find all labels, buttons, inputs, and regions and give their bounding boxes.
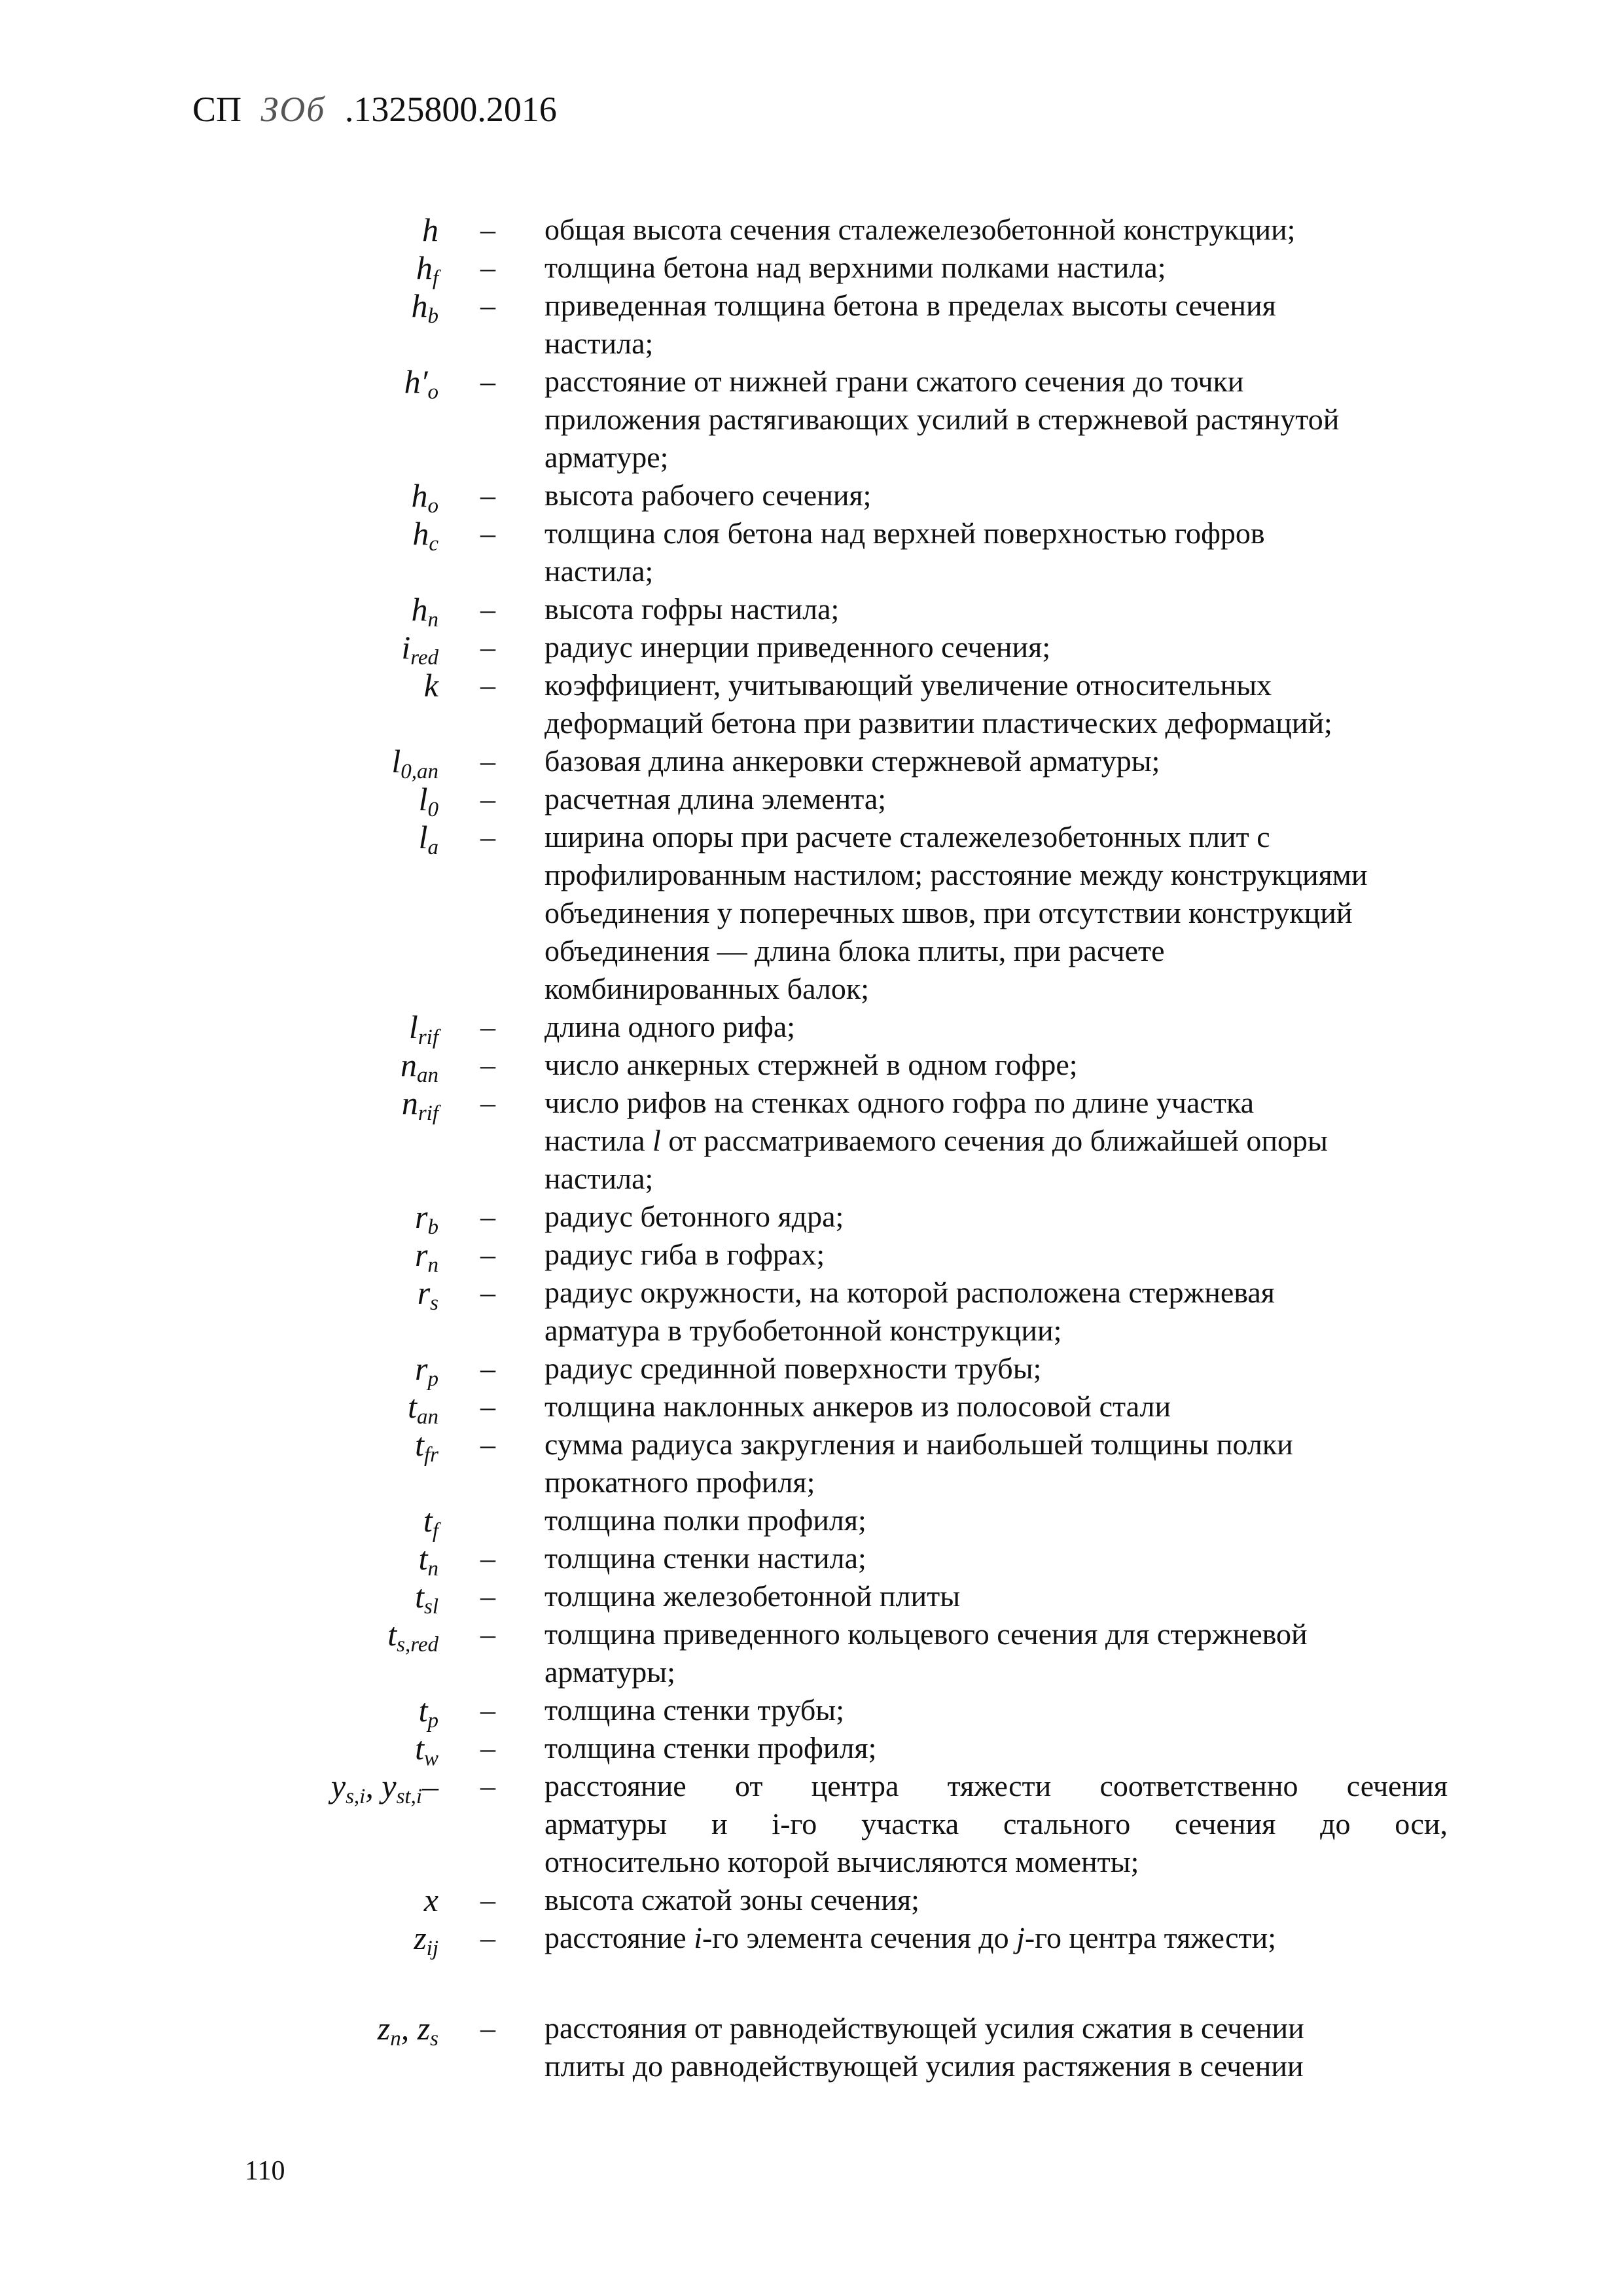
definition-line — [544, 590, 1448, 628]
definition-line — [544, 1122, 1448, 1160]
symbol-base: k — [423, 667, 438, 704]
symbol — [424, 666, 438, 704]
symbol-base: i — [401, 629, 411, 666]
symbol-base: r — [415, 1350, 428, 1387]
definition-line — [544, 1350, 1448, 1388]
text-segment: приведенная толщина бетона в пределах высоты сечения — [544, 289, 1276, 322]
text-segment: арматуре; — [544, 440, 669, 474]
symbol — [411, 590, 439, 632]
text-segment: толщина стенки настила; — [544, 1541, 866, 1575]
definition-entry — [0, 1881, 1623, 1920]
symbol — [411, 287, 439, 329]
symbol-subscript: ij — [426, 1937, 438, 1961]
symbol-base: h — [422, 211, 438, 248]
symbol-base: l — [418, 781, 428, 817]
text-segment: базовая длина анкеровки стержневой арматуры; — [544, 744, 1160, 778]
dash: – — [480, 1693, 495, 1727]
definition-line — [544, 894, 1448, 932]
definition-entry — [0, 818, 1623, 1005]
symbol-base: r — [415, 1198, 428, 1235]
dash: – — [480, 820, 495, 853]
text-segment: комбинированных балок; — [544, 972, 869, 1005]
text-segment: радиус инерции приведенного сечения; — [544, 630, 1051, 664]
symbol — [401, 1046, 438, 1088]
definition-entry — [0, 1767, 1623, 1878]
text-segment: коэффициент, учитывающий увеличение относительных — [544, 668, 1272, 702]
definition-line — [544, 780, 1448, 818]
definition-entry — [0, 1046, 1623, 1088]
symbol-base: l — [391, 743, 401, 780]
definition-entry — [0, 1729, 1623, 1771]
definition-line — [544, 818, 1448, 856]
text-segment: расчетная длина элемента; — [544, 782, 887, 816]
definition-line — [544, 1046, 1448, 1084]
definition-line — [544, 1805, 1448, 1843]
symbol-subscript: b — [427, 304, 438, 329]
definition-entry — [0, 363, 1623, 474]
symbol — [408, 1008, 438, 1050]
text-segment: радиус бетонного ядра; — [544, 1200, 844, 1233]
symbol-base: l — [408, 1009, 418, 1045]
symbol — [422, 211, 438, 249]
definition-entry — [0, 2009, 1623, 2083]
text-segment: толщина слоя бетона над верхней поверхностью гофров — [544, 516, 1265, 550]
text-segment: высота сжатой зоны сечения; — [544, 1883, 919, 1916]
symbol — [401, 628, 438, 670]
definition-text — [544, 1615, 1448, 1691]
definition-text — [544, 1198, 1448, 1236]
header-prefix: СП — [192, 90, 242, 129]
definition-text — [544, 1426, 1448, 1501]
definition-line — [544, 211, 1448, 249]
definition-text — [544, 1236, 1448, 1274]
dash: – — [480, 1579, 495, 1613]
text-segment: общая высота сечения сталежелезобетонной конструкции; — [544, 213, 1296, 246]
definition-text — [544, 1008, 1448, 1046]
definition-line — [544, 666, 1448, 704]
definition-text — [544, 1691, 1448, 1729]
definition-text — [544, 1388, 1448, 1426]
symbol-base: – — [422, 1768, 438, 1804]
inline-variable: j — [1016, 1921, 1025, 1954]
text-segment: число анкерных стержней в одном гофре; — [544, 1048, 1078, 1081]
definition-entry — [0, 1691, 1623, 1731]
symbol-subscript: p — [427, 1709, 438, 1733]
symbol — [415, 1350, 438, 1391]
symbol-subscript: an — [417, 1064, 438, 1088]
symbol-base: t — [418, 1540, 428, 1577]
definition-text — [544, 1084, 1448, 1198]
text-segment: -го элемента сечения до — [702, 1921, 1017, 1954]
definition-entry — [0, 590, 1623, 630]
text-segment: толщина стенки профиля; — [544, 1731, 877, 1765]
definition-entry — [0, 666, 1623, 740]
definition-text — [544, 1046, 1448, 1084]
dash: – — [480, 1617, 495, 1651]
dash: – — [480, 1086, 495, 1119]
dash: – — [480, 289, 495, 322]
symbol — [414, 1919, 438, 1961]
definition-line — [544, 1615, 1448, 1653]
inline-variable: i — [694, 1921, 702, 1954]
symbol — [418, 1539, 438, 1581]
definition-text — [544, 211, 1448, 249]
symbol-base: n — [401, 1085, 418, 1121]
definition-entry — [0, 1198, 1623, 1240]
definition-line — [544, 1843, 1448, 1881]
definition-entry — [0, 742, 1623, 784]
symbol-base: z — [417, 2010, 431, 2047]
definition-text — [544, 780, 1448, 818]
text-segment: арматура в трубобетонной конструкции; — [544, 1314, 1062, 1347]
symbol — [330, 1767, 438, 1809]
text-segment: объединения у поперечных швов, при отсутствии конструкций — [544, 896, 1353, 929]
symbol — [417, 1274, 438, 1316]
dash: – — [480, 213, 495, 246]
dash: – — [480, 782, 495, 816]
symbol-base: t — [423, 1502, 433, 1539]
dash: – — [480, 630, 495, 664]
definition-text — [544, 2009, 1448, 2085]
text-segment: толщина железобетонной плиты — [544, 1579, 961, 1613]
definition-line — [544, 1729, 1448, 1767]
dash: – — [480, 668, 495, 702]
symbol — [415, 1236, 438, 1278]
symbol — [415, 1577, 438, 1619]
symbol-subscript: n — [390, 2027, 401, 2051]
definition-line — [544, 1312, 1448, 1350]
text-segment: расстояние от центра тяжести соответственно сечения — [544, 1769, 1448, 1803]
symbol-base: h — [412, 515, 429, 552]
text-segment: объединения — длина блока плиты, при расчете — [544, 934, 1165, 967]
definition-text — [544, 1577, 1448, 1615]
definition-line — [544, 704, 1448, 742]
definition-line — [544, 1539, 1448, 1577]
definition-text — [544, 514, 1448, 590]
symbol-subscript: s,red — [397, 1633, 438, 1657]
dash: – — [480, 2011, 495, 2045]
symbol-base: t — [415, 1578, 424, 1615]
symbol — [391, 742, 438, 784]
symbol-base: h — [411, 477, 428, 514]
dash: – — [480, 1390, 495, 1423]
symbol-subscript: an — [417, 1405, 438, 1429]
symbol-subscript: s — [430, 1291, 438, 1316]
symbol-base: t — [415, 1730, 424, 1767]
dash: – — [480, 1010, 495, 1043]
definition-line — [544, 1463, 1448, 1501]
definition-line — [544, 742, 1448, 780]
text-segment: высота рабочего сечения; — [544, 478, 872, 512]
dash: – — [480, 251, 495, 284]
text-segment: радиус срединной поверхности трубы; — [544, 1352, 1042, 1385]
definition-line — [544, 1236, 1448, 1274]
text-segment: деформаций бетона при развитии пластических деформаций; — [544, 706, 1332, 740]
symbol-subscript: p — [427, 1367, 438, 1391]
definition-entry — [0, 476, 1623, 516]
symbol-subscript: rif — [418, 1102, 438, 1126]
text-segment: радиус гиба в гофрах; — [544, 1238, 825, 1271]
definition-line — [544, 1919, 1448, 1957]
definition-line — [544, 249, 1448, 287]
definition-text — [544, 818, 1448, 1008]
definition-line — [544, 1501, 1448, 1539]
text-segment: расстояние — [544, 1921, 694, 1954]
text-segment: толщина стенки трубы; — [544, 1693, 844, 1727]
symbol-base: t — [387, 1616, 397, 1653]
dash: – — [480, 1541, 495, 1575]
text-segment: высота гофры настила; — [544, 592, 840, 626]
definition-line — [544, 1691, 1448, 1729]
symbol — [415, 1729, 438, 1771]
definition-line — [544, 2009, 1448, 2047]
text-segment: сумма радиуса закругления и наибольшей толщины полки — [544, 1427, 1293, 1461]
text-segment: длина одного рифа; — [544, 1010, 796, 1043]
definition-line — [544, 1653, 1448, 1691]
definition-text — [544, 1881, 1448, 1919]
definition-entry — [0, 1084, 1623, 1195]
definition-line — [544, 932, 1448, 970]
symbol-subscript: n — [427, 1557, 438, 1581]
symbol — [418, 1691, 438, 1733]
text-segment: толщина полки профиля; — [544, 1503, 866, 1537]
symbol-base: y — [330, 1768, 346, 1804]
definition-line — [544, 1426, 1448, 1463]
definition-entry — [0, 514, 1623, 588]
definition-entry — [0, 1008, 1623, 1050]
definition-entry — [0, 287, 1623, 360]
definition-line — [544, 439, 1448, 476]
definition-line — [544, 1198, 1448, 1236]
definition-line — [544, 1008, 1448, 1046]
definition-line — [544, 1577, 1448, 1615]
dash: – — [480, 1731, 495, 1765]
text-segment: -го центра тяжести; — [1024, 1921, 1276, 1954]
symbol-subscript: o — [427, 380, 438, 404]
definition-text — [544, 1919, 1448, 1957]
symbol-base: , — [401, 2010, 418, 2047]
definition-text — [544, 363, 1448, 476]
symbol-subscript: f — [432, 1519, 438, 1543]
symbol-base: r — [415, 1236, 428, 1273]
definition-entry — [0, 1501, 1623, 1541]
symbol-subscript: n — [427, 1253, 438, 1278]
text-segment: радиус окружности, на которой расположена стержневая — [544, 1276, 1275, 1309]
symbol-base: h — [411, 287, 428, 324]
text-segment: настила; — [544, 554, 654, 588]
text-segment: число рифов на стенках одного гофра по длине участка — [544, 1086, 1255, 1119]
definition-line — [544, 628, 1448, 666]
symbol-subscript: c — [429, 532, 438, 556]
text-segment: арматуры; — [544, 1655, 675, 1689]
symbol-subscript: st,i — [396, 1785, 422, 1809]
symbol — [401, 1084, 438, 1126]
dash: – — [480, 1921, 495, 1954]
dash: – — [480, 1048, 495, 1081]
definition-text — [544, 1501, 1448, 1539]
definition-text — [544, 590, 1448, 628]
symbol-subscript: o — [427, 494, 438, 518]
text-segment: арматуры и i-го участка стального сечения до оси, — [544, 1807, 1448, 1840]
symbol-base: h — [411, 591, 428, 628]
dash: – — [480, 1238, 495, 1271]
page-number: 110 — [245, 2156, 285, 2186]
symbol-subscript: 0,an — [401, 760, 438, 784]
definition-line — [544, 1388, 1448, 1426]
symbol — [404, 363, 438, 404]
symbol-subscript: red — [410, 646, 438, 670]
symbol-subscript: s — [430, 2027, 438, 2051]
dash: – — [480, 1200, 495, 1233]
definition-line — [544, 970, 1448, 1008]
symbol-base: z — [414, 1920, 427, 1956]
definition-entry — [0, 249, 1623, 291]
definition-entry — [0, 1615, 1623, 1689]
symbol-subscript: sl — [423, 1595, 438, 1619]
dash: – — [480, 592, 495, 626]
definition-text — [544, 1767, 1448, 1881]
definition-line — [544, 401, 1448, 439]
text-segment: настила; — [544, 327, 654, 360]
symbol-base: y — [382, 1768, 397, 1804]
definition-text — [544, 1539, 1448, 1577]
dash: – — [480, 1427, 495, 1461]
definition-text — [544, 742, 1448, 780]
definition-line — [544, 1274, 1448, 1312]
text-segment: расстояния от равнодействующей усилия сжатия в сечении — [544, 2011, 1304, 2045]
dash: – — [480, 744, 495, 778]
symbol — [387, 1615, 438, 1657]
definition-entry — [0, 1236, 1623, 1278]
symbol — [415, 1426, 438, 1467]
symbol-base: t — [408, 1388, 417, 1425]
text-segment: толщина приведенного кольцевого сечения для стержневой — [544, 1617, 1308, 1651]
symbol — [418, 780, 438, 822]
handwritten-number: ЗОб — [260, 90, 326, 129]
symbol-base: z — [377, 2010, 391, 2047]
symbol — [377, 2009, 438, 2051]
text-segment: плиты до равнодействующей усилия растяжения в сечении — [544, 2049, 1304, 2083]
text-segment: приложения растягивающих усилий в стержневой растянутой — [544, 403, 1340, 436]
definition-text — [544, 249, 1448, 287]
symbol-base: r — [417, 1274, 431, 1311]
symbol-subscript: a — [427, 836, 438, 860]
definition-line — [544, 363, 1448, 401]
text-segment: относительно которой вычисляются моменты; — [544, 1845, 1139, 1878]
definition-text — [544, 1350, 1448, 1388]
symbol — [411, 476, 439, 518]
symbol — [423, 1501, 438, 1543]
symbol-base: n — [401, 1047, 417, 1083]
symbol-subscript: b — [427, 1215, 438, 1240]
text-segment: ширина опоры при расчете сталежелезобетонных плит с — [544, 820, 1270, 853]
definition-line — [544, 1084, 1448, 1122]
definition-entry — [0, 211, 1623, 250]
symbol-base: t — [418, 1692, 428, 1729]
symbol — [412, 514, 438, 556]
symbol-subscript: 0 — [427, 798, 438, 822]
symbol — [408, 1388, 438, 1429]
text-segment: настила — [544, 1124, 653, 1157]
inline-variable: l — [652, 1124, 661, 1157]
dash: – — [480, 516, 495, 550]
definition-text — [544, 1729, 1448, 1767]
dash: – — [480, 478, 495, 512]
symbol-base: h — [416, 249, 433, 286]
symbol — [416, 249, 438, 291]
dash: – — [480, 1352, 495, 1385]
symbol — [424, 1881, 438, 1919]
symbol-base: h′ — [404, 363, 428, 400]
document-header — [192, 92, 557, 127]
symbol-subscript: rif — [418, 1026, 438, 1050]
text-segment: расстояние от нижней грани сжатого сечения до точки — [544, 365, 1244, 398]
definition-entry — [0, 1539, 1623, 1579]
definition-entry — [0, 1577, 1623, 1617]
dash: – — [480, 1883, 495, 1916]
definition-entry — [0, 780, 1623, 822]
symbol-subscript: s,i — [346, 1785, 366, 1809]
definition-line — [544, 552, 1448, 590]
definition-entry — [0, 1350, 1623, 1389]
symbol-base: l — [418, 819, 428, 855]
symbol-base: x — [423, 1882, 438, 1918]
definition-entry — [0, 1388, 1623, 1427]
definition-entry — [0, 1426, 1623, 1499]
definition-line — [544, 1881, 1448, 1919]
symbol — [415, 1198, 438, 1240]
definition-text — [544, 628, 1448, 666]
dash: – — [480, 1276, 495, 1309]
definition-line — [544, 476, 1448, 514]
symbol — [418, 818, 438, 860]
symbol-base: , — [365, 1768, 382, 1804]
definition-text — [544, 666, 1448, 742]
definition-entry — [0, 1274, 1623, 1347]
symbol-subscript: f — [432, 266, 438, 291]
definition-line — [544, 514, 1448, 552]
dash: – — [480, 365, 495, 398]
text-segment: прокатного профиля; — [544, 1465, 815, 1499]
header-code: .1325800.2016 — [344, 90, 557, 129]
definition-text — [544, 476, 1448, 514]
definition-entry — [0, 1919, 1623, 1961]
symbol-subscript: fr — [423, 1443, 438, 1467]
symbol-subscript: n — [427, 608, 438, 632]
text-segment: профилированным настилом; расстояние между конструкциями — [544, 858, 1368, 891]
text-segment: настила; — [544, 1162, 654, 1195]
definition-line — [544, 325, 1448, 363]
definition-line — [544, 287, 1448, 325]
dash: – — [480, 1769, 495, 1803]
symbol-subscript: w — [423, 1747, 438, 1771]
definition-line — [544, 856, 1448, 894]
definition-entry — [0, 628, 1623, 668]
definition-line — [544, 1160, 1448, 1198]
definition-line — [544, 1767, 1448, 1805]
symbol-base: t — [415, 1426, 424, 1463]
definition-text — [544, 287, 1448, 363]
definition-text — [544, 1274, 1448, 1350]
text-segment: толщина бетона над верхними полками настила; — [544, 251, 1166, 284]
definition-line — [544, 2047, 1448, 2085]
text-segment: толщина наклонных анкеров из полосовой стали — [544, 1390, 1171, 1423]
text-segment: от рассматриваемого сечения до ближайшей опоры — [660, 1124, 1328, 1157]
